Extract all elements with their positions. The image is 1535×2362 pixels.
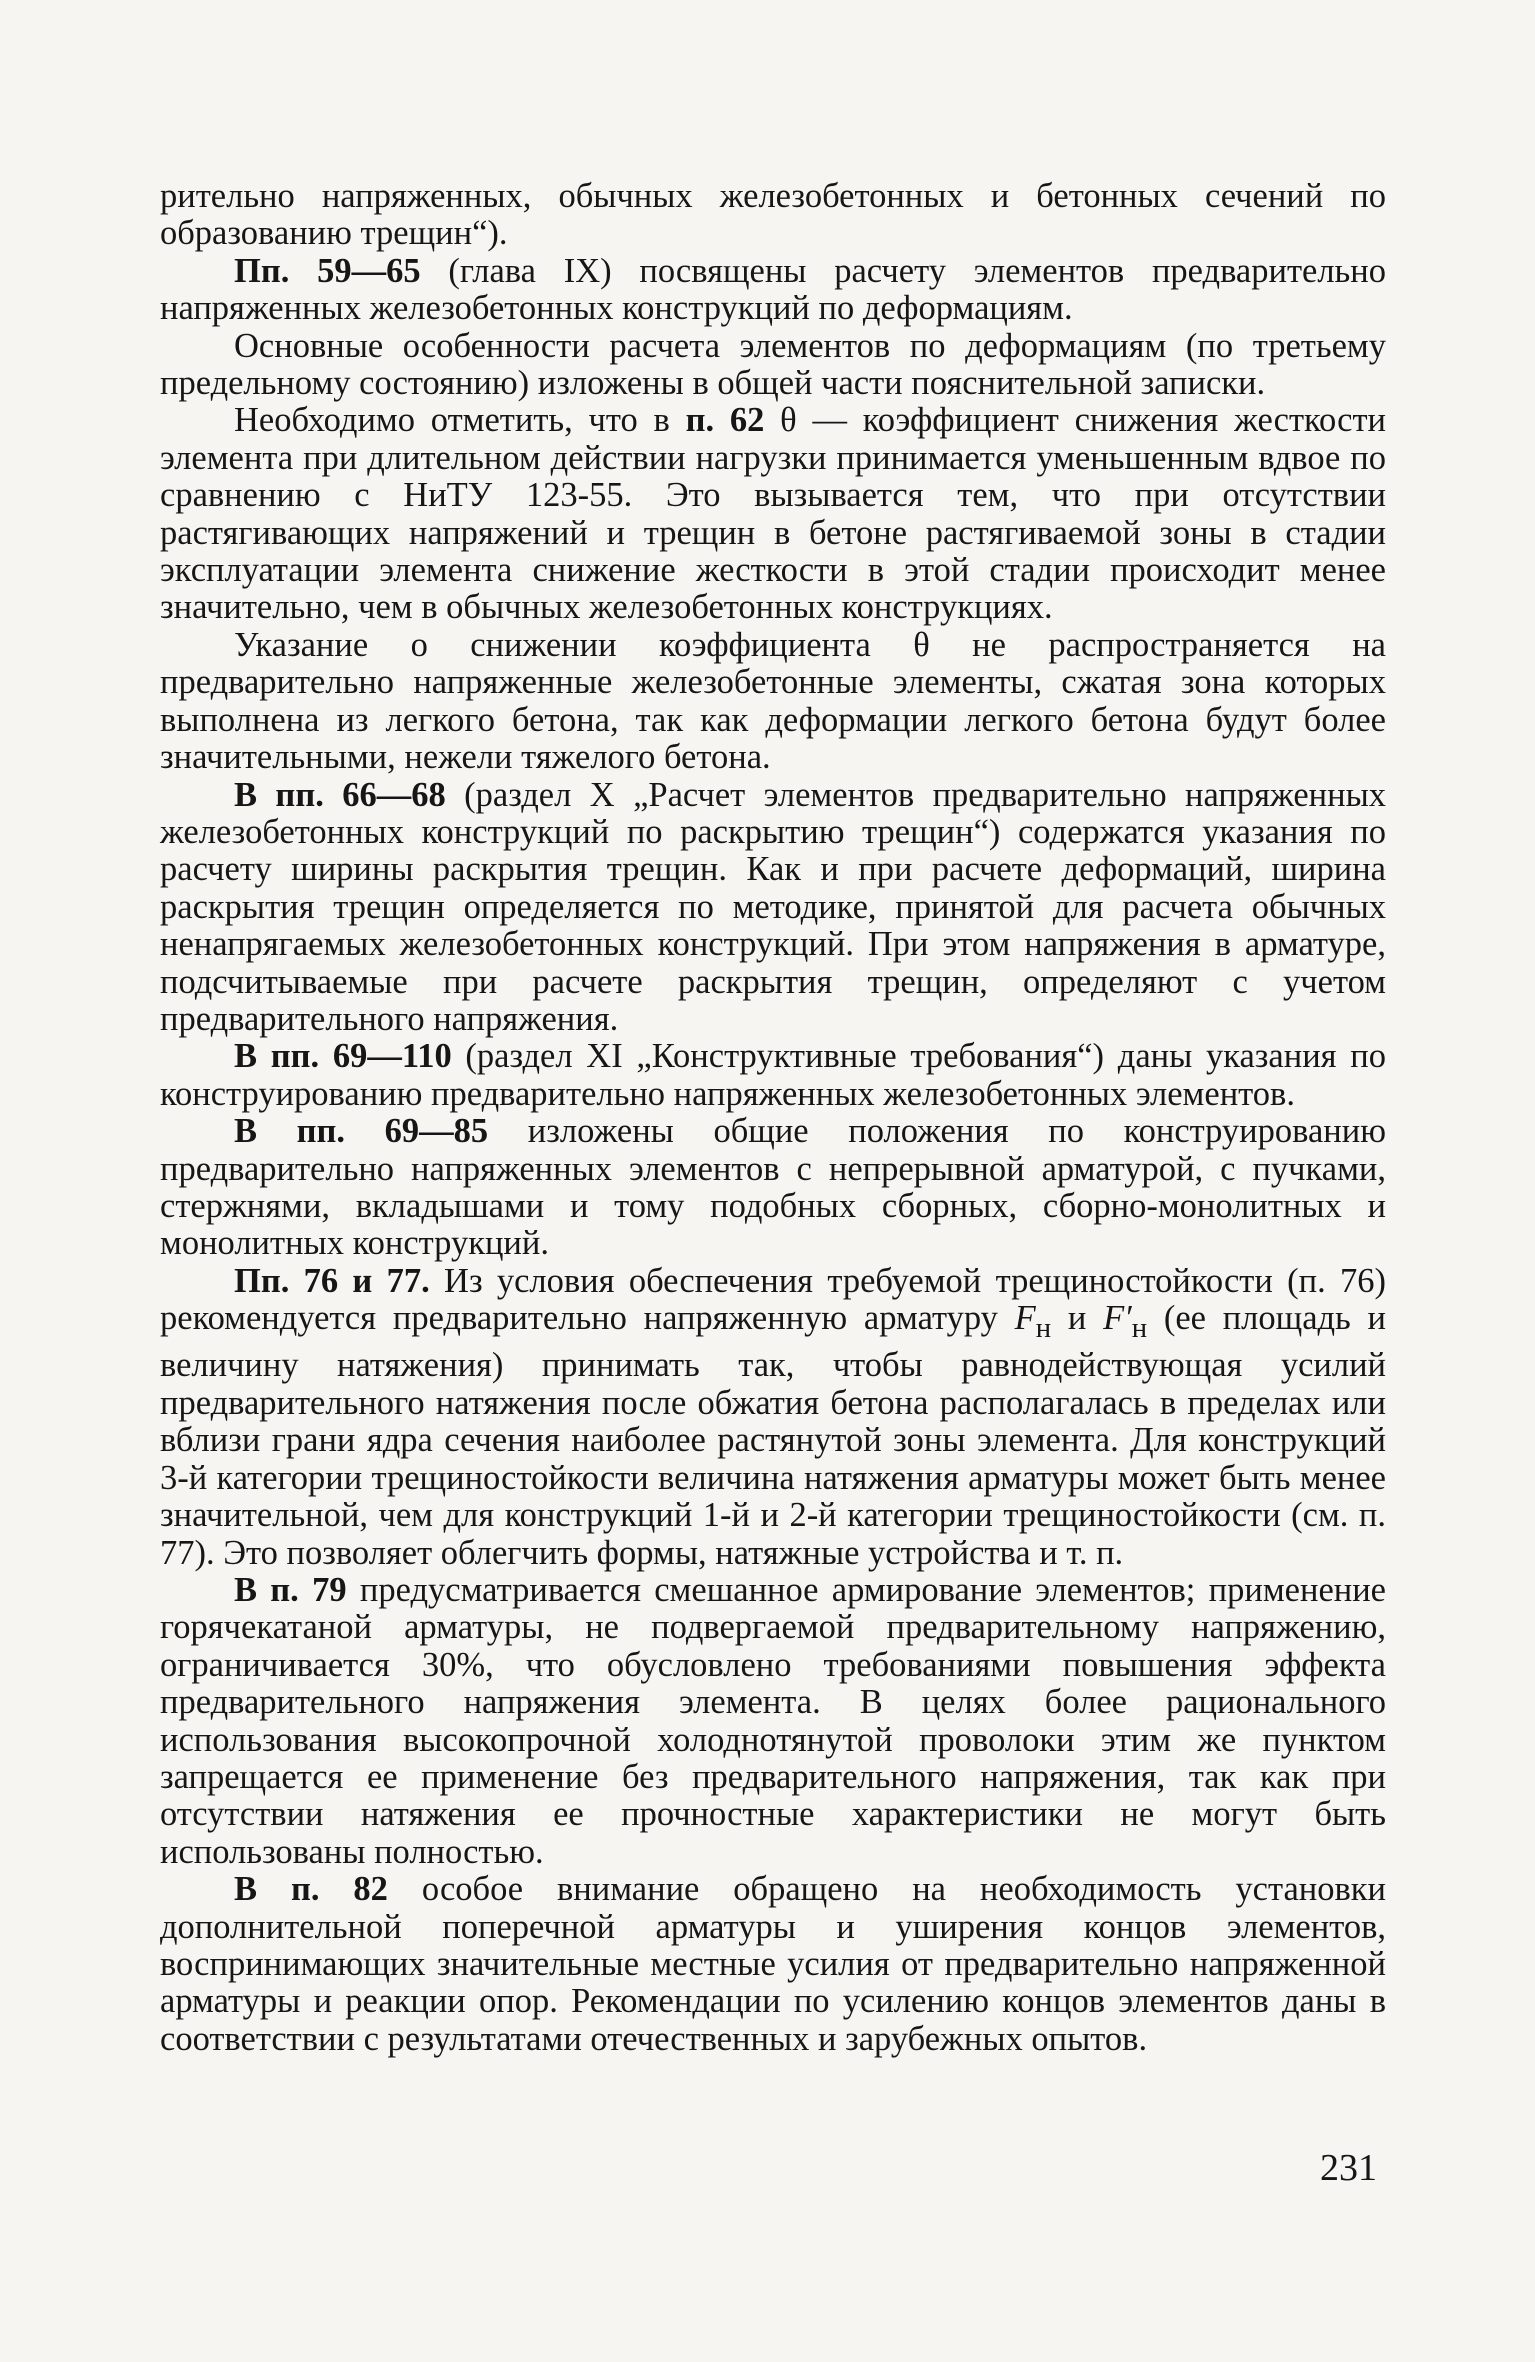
paragraph: [160, 1113, 1386, 1263]
paragraph: [160, 627, 1386, 777]
paragraph-lead: В п. 82: [234, 1870, 388, 1909]
page-number: 231: [1320, 2147, 1377, 2189]
paragraph: [160, 1871, 1386, 2058]
paragraph: [160, 1263, 1386, 1572]
paragraph-text: (ее площадь и величину натяжения) принимать так, чтобы равнодействующая усилий предварительного натяжения после обжатия бетона располагалась в пределах или вблизи грани ядра сечения наиболее растянутой зоны элемента. Для конструкций 3-й категории трещиностойкости величина натяжения арматуры может быть менее значительной, чем для конструкций 1-й и 2-й категории трещиностойкости (см. п. 77). Это позволяет облегчить формы, натяжные устройства и т. п.: [160, 1299, 1387, 1572]
paragraph: [160, 178, 1386, 253]
paragraph-text: особое внимание обращено на необходимость установки дополнительной поперечной арматуры и уширения концов элементов, воспринимающих значительные местные усилия от предварительно напряженной арматуры и реакции опор. Рекомендации по усилению концов элементов даны в соответствии с результатами отечественных и зарубежных опытов.: [160, 1870, 1386, 2058]
paragraph-lead: Пп. 76 и 77.: [234, 1261, 430, 1300]
paragraph-text: Необходимо отметить, что в: [234, 401, 686, 440]
paragraph-text: θ — коэффициент снижения жесткости элемента при длительном действии нагрузки принимается уменьшенным вдвое по сравнению с НиТУ 123-55. Это вызывается тем, что при отсутствии растягивающих напряжений и трещин в бетоне растягиваемой зоны в стадии эксплуатации элемента снижение жесткости в этой стадии происходит менее значительно, чем в обычных железобетонных конструкциях.: [160, 401, 1386, 627]
paragraph-lead: В пп. 69—85: [234, 1112, 489, 1151]
paragraph-lead: п. 62: [685, 401, 765, 440]
paragraph-lead: В пп. 66—68: [234, 775, 446, 814]
formula-subscript: н: [1035, 1312, 1052, 1345]
formula-variable: F′: [1103, 1299, 1132, 1338]
paragraph-text: Основные особенности расчета элементов по деформациям (по третьему предельному состоянию) изложены в общей части пояснительной записки.: [160, 326, 1386, 403]
paragraph: [160, 328, 1386, 403]
paragraph-lead: Пп. 59—65: [234, 251, 421, 290]
paragraph-text: и: [1051, 1299, 1104, 1338]
paragraph: [160, 777, 1386, 1039]
paragraph-lead: В пп. 69—110: [234, 1037, 452, 1076]
paragraph-text: рительно напряженных, обычных железобетонных и бетонных сечений по образованию трещин“).: [160, 177, 1386, 253]
paragraph: [160, 1572, 1386, 1871]
paragraph-text: изложены общие положения по конструированию предварительно напряженных элементов с непрерывной арматурой, с пучками, стержнями, вкладышами и тому подобных сборных, сборно-монолитных и монолитных конструкций.: [160, 1112, 1386, 1263]
paragraph-lead: В п. 79: [234, 1570, 347, 1609]
formula-variable: F: [1014, 1299, 1036, 1338]
paragraph-text: (раздел X „Расчет элементов предварительно напряженных железобетонных конструкций по раскрытию трещин“) содержатся указания по расчету ширины раскрытия трещин. Как и при расчете деформаций, ширина раскрытия трещин определяется по методике, принятой для расчета обычных ненапрягаемых железобетонных конструкций. При этом напряжения в арматуре, подсчитываемые при расчете раскрытия трещин, определяют с учетом предварительного напряжения.: [160, 775, 1386, 1038]
formula-subscript: н: [1131, 1312, 1148, 1345]
paragraph-text: (глава IX) посвящены расчету элементов предварительно напряженных железобетонных конструкций по деформациям.: [160, 251, 1386, 328]
paragraph-text: Из условия обеспечения требуемой трещиностойкости (п. 76) рекомендуется предварительно напряженную арматуру: [160, 1261, 1387, 1338]
paragraph: [160, 402, 1386, 626]
paragraph: [160, 1038, 1386, 1113]
paragraph-text: (раздел XI „Конструктивные требования“) даны указания по конструированию предварительно напряженных железобетонных элементов.: [160, 1037, 1386, 1113]
body-text: [160, 178, 1386, 2058]
paragraph-text: Указание о снижении коэффициента θ не распространяется на предварительно напряженные железобетонные элементы, сжатая зона которых выполнена из легкого бетона, так как деформации легкого бетона будут более значительными, нежели тяжелого бетона.: [160, 625, 1386, 777]
paragraph-text: предусматривается смешанное армирование элементов; применение горячекатаной арматуры, не подвергаемой предварительному напряжению, ограничивается 30%, что обусловлено требованиями повышения эффекта предварительного напряжения элемента. В целях более рационального использования высокопрочной холоднотянутой проволоки этим же пунктом запрещается ее применение без предварительного напряжения, так как при отсутствии натяжения ее прочностные характеристики не могут быть использованы полностью.: [160, 1570, 1386, 1871]
paragraph: [160, 253, 1386, 328]
